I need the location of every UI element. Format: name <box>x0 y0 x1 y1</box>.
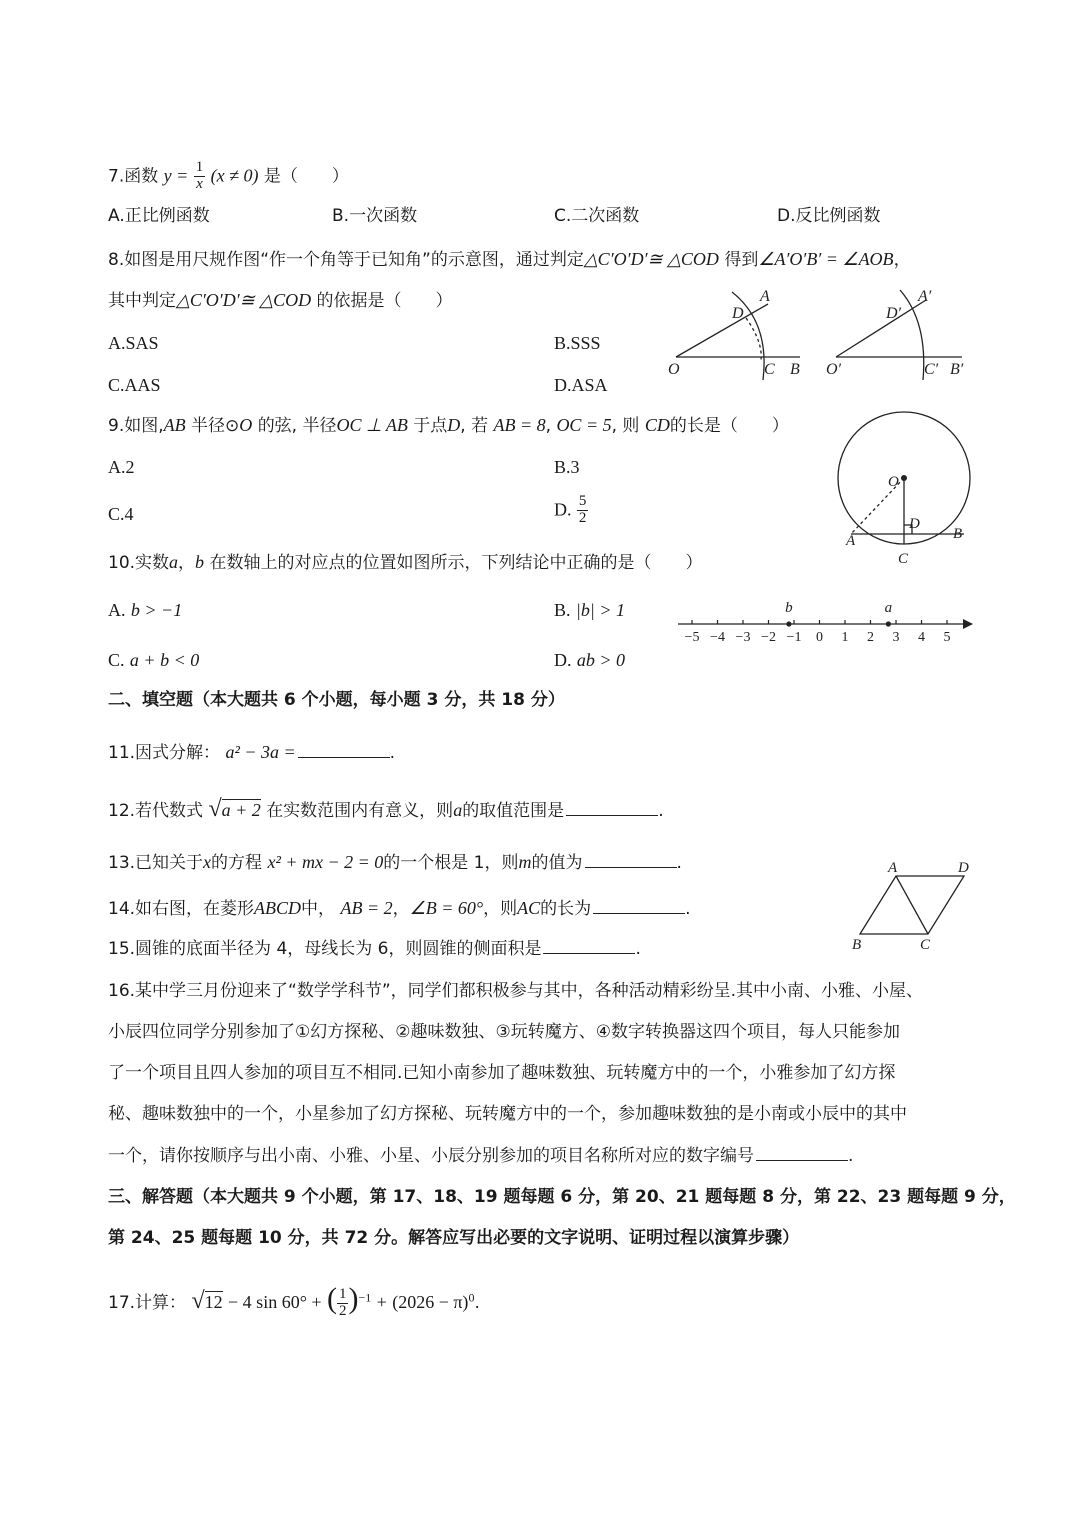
q8-option-b: B.SSS <box>554 333 601 353</box>
q7-option-a: A.正比例函数 <box>108 206 210 226</box>
number-line-tick-label: −1 <box>786 630 802 645</box>
number-line-tick-label: 1 <box>841 630 849 645</box>
q9-figure <box>830 408 980 568</box>
q15-answer-blank[interactable] <box>543 952 635 954</box>
q10-stem: 10.实数a，b 在数轴上的对应点的位置如图所示，下列结论中正确的是（ ） <box>108 552 703 573</box>
q16-line-2: 小辰四位同学分别参加了①幻方探秘、②趣味数独、③玩转魔方、④数字转换器这四个项目，每人只能参加 <box>108 1022 900 1042</box>
q9-option-d-fraction: $\frac{5}{2}$ <box>578 493 587 526</box>
q9-option-c: C.4 <box>108 504 134 524</box>
q16-line-3: 了一个项目且四人参加的项目互不相同.已知小南参加了趣味数独、玩转魔方中的一个，小雅参加了幻方探 <box>108 1063 896 1083</box>
number-line-tick-label: 2 <box>867 630 874 645</box>
section3-heading-line2: 第 24、25 题每题 10 分，共 72 分。解答应写出必要的文字说明、证明过程以演算步骤） <box>108 1228 800 1248</box>
q9-option-b: B.3 <box>554 457 580 477</box>
q10-option-b: B. |b| > 1 <box>554 600 625 620</box>
q16-line-4: 秘、趣味数独中的一个，小星参加了幻方探秘、玩转魔方中的一个，参加趣味数独的是小南或小辰中的其中 <box>108 1104 907 1124</box>
q7-option-d: D.反比例函数 <box>777 206 881 226</box>
q14-answer-blank[interactable] <box>593 912 685 914</box>
q8-line1: 8.如图是用尺规作图“作一个角等于已知角”的示意图，通过判定△C′O′D′≅ △COD 得到∠A′O′B′ = ∠AOB， <box>108 249 911 270</box>
section3-heading-line1: 三、解答题（本大题共 9 个小题，第 17、18、19 题每题 6 分，第 20、21 题每题 8 分，第 22、23 题每题 9 分， <box>108 1187 1016 1207</box>
q8-option-d: D.ASA <box>554 375 608 395</box>
q8-label-c: C <box>764 361 775 378</box>
q7-stem: 7.函数 y = $\frac{1}{x}$ (x ≠ 0) 是（ ） <box>108 159 349 192</box>
q12-answer-blank[interactable] <box>566 814 658 816</box>
number-line-tick-label: −3 <box>735 630 751 645</box>
q8-label-b-prime: B′ <box>950 361 964 378</box>
q8-label-d-prime: D′ <box>886 305 902 322</box>
q8-option-a: A.SAS <box>108 333 159 353</box>
section2-heading: 二、填空题（本大题共 6 个小题，每小题 3 分，共 18 分） <box>108 690 565 710</box>
q14-rhombus-figure <box>848 858 980 954</box>
q7-fraction: $\frac{1}{x}$ <box>195 159 204 192</box>
q8-line2: 其中判定△C′O′D′≅ △COD 的依据是（ ） <box>108 290 453 311</box>
number-line-tick-label: 5 <box>943 630 951 645</box>
q9-option-d: D. $\frac{5}{2}$ <box>554 493 587 526</box>
q9-stem: 9.如图,AB 半径⊙O 的弦, 半径OC ⊥ AB 于点D, 若 AB = 8, OC = 5, 则 CD的长是（ ） <box>108 415 789 436</box>
q8-label-a: A <box>760 288 770 305</box>
q8-label-a-prime: A′ <box>918 288 932 305</box>
q16-line-1: 16.某中学三月份迎来了“数学学科节”，同学们都积极参与其中，各种活动精彩纷呈.其中小南、小雅、小屋、 <box>108 981 924 1001</box>
q14-label-a: A <box>888 860 898 876</box>
q17-fraction: $\frac{1}{2}$ <box>338 1285 347 1319</box>
q13: 13.已知关于x的方程 x² + mx − 2 = 0的一个根是 1，则m的值为 . <box>108 852 682 873</box>
q9-label-o: O <box>888 474 899 490</box>
q10-option-d: D. ab > 0 <box>554 650 626 670</box>
q11-answer-blank[interactable] <box>298 756 390 758</box>
q9-label-c: C <box>898 551 909 567</box>
number-line-point-label-a: a <box>884 600 893 616</box>
q10-option-c: C. a + b < 0 <box>108 650 200 670</box>
q10-option-a: A. b > −1 <box>108 600 183 620</box>
q12: 12.若代数式 √a + 2 在实数范围内有意义，则a的取值范围是 . <box>108 796 664 822</box>
q9-option-a: A.2 <box>108 457 135 477</box>
q8-label-c-prime: C′ <box>924 361 939 378</box>
q9-label-a: A <box>846 533 856 549</box>
number-line-tick-label: −4 <box>710 630 725 645</box>
q8-figure <box>660 282 980 382</box>
number-line-tick-label: 3 <box>892 630 900 645</box>
q14-label-d: D <box>958 860 969 876</box>
number-line-tick-label: 4 <box>918 630 925 645</box>
number-line-tick-label: −5 <box>684 630 700 645</box>
number-line-point-b <box>786 621 791 626</box>
q9-label-b: B <box>953 526 963 542</box>
q17-sqrt: √12 <box>191 1288 223 1314</box>
q14-label-b: B <box>852 937 862 953</box>
q13-answer-blank[interactable] <box>585 866 677 868</box>
q16-answer-blank[interactable] <box>756 1159 848 1161</box>
q8-label-o-prime: O′ <box>826 361 842 378</box>
q8-option-c: C.AAS <box>108 375 161 395</box>
q10-number-line <box>670 596 980 652</box>
q16-line-5: 一个，请你按顺序与出小南、小雅、小星、小辰分别参加的项目名称所对应的数字编号 . <box>108 1146 854 1166</box>
q17: 17.计算： √12 − 4 sin 60° + ( $\frac{1}{2}$ )$^{-1} + (2026 - \pi)^0$. <box>108 1282 480 1319</box>
q8-label-d: D <box>732 305 744 322</box>
q7-option-c: C.二次函数 <box>554 206 640 226</box>
q15: 15.圆锥的底面半径为 4，母线长为 6，则圆锥的侧面积是 . <box>108 939 641 959</box>
q11: 11.因式分解： a² − 3a = . <box>108 742 396 763</box>
number-line-tick-label: 0 <box>816 630 823 645</box>
q14-label-c: C <box>920 937 931 953</box>
q14: 14.如右图，在菱形ABCD中， AB = 2，∠B = 60°，则AC的长为 . <box>108 898 691 919</box>
number-line-tick-label: −2 <box>761 630 776 645</box>
q8-label-o: O <box>668 361 680 378</box>
q8-label-b: B <box>790 361 800 378</box>
q7-option-b: B.一次函数 <box>332 206 418 226</box>
number-line-point-label-b: b <box>785 600 793 616</box>
q9-label-d: D <box>909 516 920 532</box>
q12-sqrt: √a + 2 <box>208 796 261 822</box>
number-line-point-a <box>886 621 891 626</box>
